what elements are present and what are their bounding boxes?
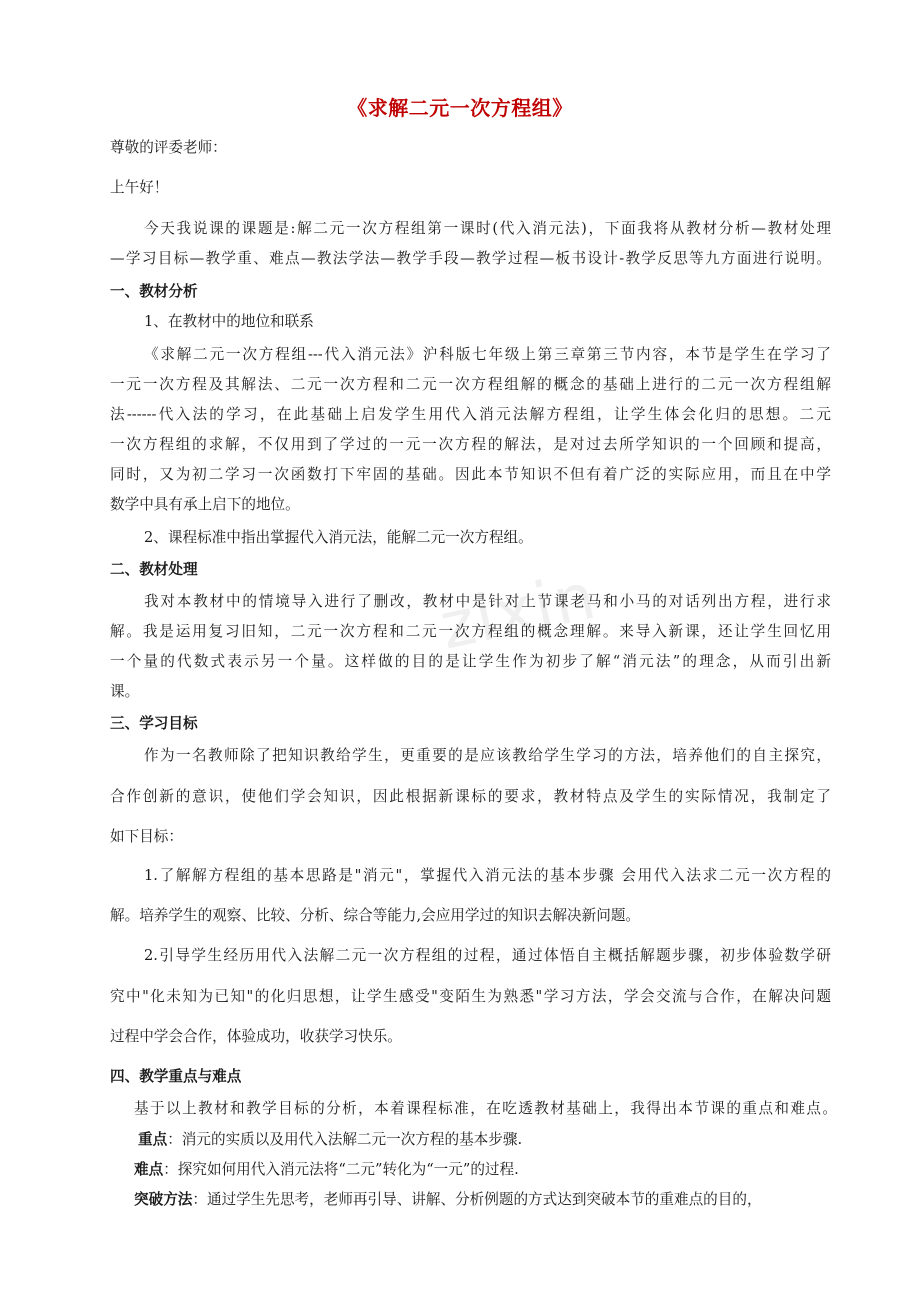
goal-2-line: 过程中学会合作，体验成功，收获学习快乐。	[110, 1028, 402, 1045]
s1-para-line: 同时，又为初二学习一次函数打下牢固的基础。因此本节知识不但有着广泛的实际应用，而且在中学	[110, 466, 831, 483]
s3-para-line: 合作创新的意识，使他们学会知识，因此根据新课标的要求，教材特点及学生的实际情况，我制定了	[110, 788, 831, 805]
s1-para-line: 一元一次方程及其解法、二元一次方程和二元一次方程组解的概念的基础上进行的二元一次方程组解	[110, 376, 831, 393]
s1-sub-1: 1、在教材中的地位和联系	[144, 313, 314, 330]
section-heading-1: 一、教材分析	[110, 283, 198, 300]
breakthrough-method	[134, 1190, 762, 1210]
goal-2-line: 2.引导学生经历用代入法解二元一次方程组的过程，通过体悟自主概括解题步骤，初步体验数学研	[144, 947, 831, 964]
s1-para-line: 数学中具有承上启下的地位。	[110, 496, 300, 513]
intro-line-1: 今天我说课的课题是:解二元一次方程组第一课时(代入消元法)，下面我将从教材分析—教材处理	[144, 220, 831, 237]
hello: 上午好！	[110, 179, 169, 196]
greeting: 尊敬的评委老师：	[110, 139, 227, 156]
s1-para-line: 法------代入法的学习，在此基础上启发学生用代入消元法解方程组，让学生体会化归的思想。二元	[110, 406, 831, 423]
intro-line-2: —学习目标—教学重、难点—教法学法—教学手段—教学过程—板书设计-教学反思等九方面进行说明。	[110, 250, 831, 267]
section-heading-4: 四、教学重点与难点	[110, 1068, 242, 1085]
breakthrough-text: ：通过学生先思考，老师再引导、讲解、分析例题的方式达到突破本节的重难点的目的，	[192, 1191, 762, 1208]
s1-para-line: 一次方程组的求解，不仅用到了学过的一元一次方程的解法，是对过去所学知识的一个回顾和提高，	[110, 436, 831, 453]
s3-para-line: 作为一名教师除了把知识教给学生，更重要的是应该教给学生学习的方法，培养他们的自主探究，	[144, 747, 831, 764]
s2-para-line: 解。我是运用复习旧知，二元一次方程和二元一次方程组的概念理解。来导入新课，还让学生回忆用	[110, 623, 831, 640]
goal-2-line: 究中"化未知为已知"的化归思想，让学生感受"变陌生为熟悉"学习方法，学会交流与合作，在解决问题	[110, 988, 831, 1005]
s1-sub-2: 2、课程标准中指出掌握代入消元法，能解二元一次方程组。	[144, 529, 533, 546]
s2-para-line: 一个量的代数式表示另一个量。这样做的目的是让学生作为初步了解“消元法”的理念，从而引出新	[110, 653, 831, 670]
key-point-label: 重点	[138, 1131, 168, 1148]
section-heading-2: 二、教材处理	[110, 561, 198, 578]
page-title: 《求解二元一次方程组》	[347, 96, 573, 120]
watermark: zixin	[434, 559, 604, 665]
s4-para: 基于以上教材和教学目标的分析，本着课程标准，在吃透教材基础上，我得出本节课的重点和难点。	[134, 1100, 837, 1117]
s2-para-line: 我对本教材中的情境导入进行了删改，教材中是针对上节课老马和小马的对话列出方程，进行求	[144, 593, 831, 610]
difficult-point-label: 难点	[134, 1161, 164, 1178]
s2-para-line: 课。	[110, 683, 140, 700]
goal-1-line: 1.了解解方程组的基本思路是"消元"，掌握代入消元法的基本步骤 会用代入法求二元一次方程的	[144, 867, 831, 884]
key-point	[138, 1130, 522, 1150]
goal-1-line: 解。培养学生的观察、比较、分析、综合等能力,会应用学过的知识去解决新问题。	[110, 907, 641, 924]
difficult-point	[134, 1160, 519, 1180]
section-heading-3: 三、学习目标	[110, 715, 198, 732]
s1-para-line: 《求解二元一次方程组---代入消元法》沪科版七年级上第三章第三节内容，本节是学生在学习了	[144, 346, 831, 363]
s3-para-line: 如下目标：	[110, 828, 183, 845]
key-point-text: ：消元的实质以及用代入法解二元一次方程的基本步骤.	[167, 1131, 523, 1148]
difficult-point-text: ：探究如何用代入消元法将“二元”转化为“一元”的过程.	[163, 1161, 519, 1178]
breakthrough-label: 突破方法	[134, 1191, 193, 1208]
